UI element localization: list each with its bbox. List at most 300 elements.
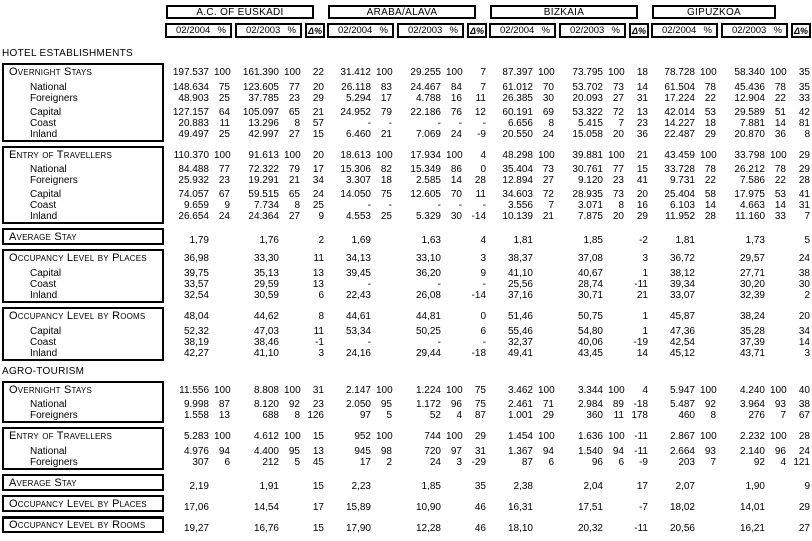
data-cell: 13: [218, 410, 230, 421]
data-cell: 20.093: [572, 93, 603, 104]
data-cell: 61.504: [664, 82, 695, 93]
data-cell: -2: [639, 235, 648, 246]
row-label: National: [30, 446, 67, 457]
data-cell: 29: [636, 211, 648, 222]
data-cell: 35: [798, 67, 810, 78]
period-label: 02/2003: [570, 25, 605, 36]
data-cell: 27: [288, 211, 300, 222]
data-cell: 34: [798, 326, 810, 337]
data-cell: 100: [770, 431, 787, 442]
data-cell: 39,34: [669, 279, 695, 290]
data-cell: 29: [798, 164, 810, 175]
data-cell: 25.932: [178, 175, 209, 186]
col-header-previous-period: [397, 23, 464, 38]
data-cell: 33,07: [669, 290, 695, 301]
data-cell: 2,19: [189, 481, 209, 492]
data-cell: 93: [774, 399, 786, 410]
data-cell: 29,59: [253, 279, 279, 290]
section: [0, 307, 812, 361]
data-cell: 31: [474, 446, 486, 457]
data-cell: -9: [477, 129, 486, 140]
section-label: Entry of Travellers: [9, 430, 113, 442]
data-cell: 96: [450, 399, 462, 410]
data-cell: 100: [538, 150, 555, 161]
period-label: 02/2003: [732, 25, 767, 36]
data-cell: 26.118: [341, 82, 371, 93]
data-cell: -1: [315, 337, 324, 348]
data-cell: 38,19: [183, 337, 209, 348]
data-cell: 42.014: [664, 107, 695, 118]
data-cell: 16,21: [739, 523, 765, 534]
data-cell: 100: [700, 385, 717, 396]
data-cell: 89: [612, 399, 624, 410]
data-cell: 13: [636, 107, 648, 118]
table-body: [0, 47, 812, 533]
data-cell: 94: [612, 446, 624, 457]
data-cell: 2,04: [583, 481, 603, 492]
data-cell: 25: [218, 129, 230, 140]
data-cell: 36,72: [669, 253, 695, 264]
col-header-current-period: [327, 23, 394, 38]
data-cell: 28: [798, 175, 810, 186]
data-cell: 11: [313, 253, 324, 264]
data-cell: 3.462: [507, 385, 533, 396]
data-cell: 1.172: [415, 399, 441, 410]
data-cell: 4: [480, 235, 486, 246]
data-cell: 33: [798, 93, 810, 104]
data-cell: 7.875: [577, 211, 603, 222]
data-cell: 26.385: [502, 93, 533, 104]
data-cell: 12.904: [734, 93, 765, 104]
data-cell: 7: [618, 118, 624, 129]
col-header-delta: Δ%: [791, 23, 811, 38]
data-cell: 5: [294, 457, 300, 468]
data-cell: 2,38: [513, 481, 533, 492]
data-cell: 100: [376, 385, 393, 396]
data-cell: 1,76: [259, 235, 279, 246]
data-cell: 20.550: [502, 129, 533, 140]
data-cell: 25: [218, 93, 230, 104]
data-cell: -11: [634, 523, 648, 534]
data-cell: 2.147: [345, 385, 371, 396]
data-cell: 82: [380, 164, 392, 175]
row-label: Capital: [30, 268, 62, 279]
data-cell: 37.785: [248, 93, 279, 104]
data-cell: 78: [774, 82, 786, 93]
data-cell: 0: [480, 164, 486, 175]
data-cell: 105.097: [242, 107, 279, 118]
data-cell: 24: [450, 129, 462, 140]
data-cell: 41: [798, 189, 810, 200]
data-cell: 24,16: [345, 348, 371, 359]
data-cell: 20: [636, 189, 648, 200]
data-cell: 58.340: [734, 67, 765, 78]
data-cell: 1,90: [745, 481, 765, 492]
data-cell: 31: [798, 200, 810, 211]
data-cell: 75: [474, 399, 486, 410]
data-cell: 18: [704, 118, 716, 129]
data-cell: 14: [450, 175, 462, 186]
data-cell: 9: [804, 481, 810, 492]
data-cell: 12: [474, 107, 486, 118]
data-cell: 72: [612, 107, 624, 118]
data-cell: 7: [780, 410, 786, 421]
data-cell: 21: [288, 175, 300, 186]
data-cell: 2.232: [739, 431, 765, 442]
data-cell: 8: [548, 118, 554, 129]
data-cell: 7: [480, 67, 486, 78]
data-cell: 9: [318, 211, 324, 222]
data-cell: 14: [774, 118, 786, 129]
data-cell: 21: [380, 129, 392, 140]
row-label: Foreigners: [30, 93, 78, 104]
data-cell: 53.702: [572, 82, 603, 93]
data-cell: -7: [639, 502, 648, 513]
data-cell: 26.212: [734, 164, 765, 175]
table-row: [0, 446, 812, 457]
data-cell: 15,89: [345, 502, 371, 513]
data-cell: 6: [480, 326, 486, 337]
data-cell: 7: [710, 457, 716, 468]
data-cell: 34,13: [345, 253, 371, 264]
data-cell: 87.397: [502, 67, 533, 78]
data-cell: 688: [262, 410, 279, 421]
data-cell: 100: [446, 431, 463, 442]
section-label: Occupancy Level by Rooms: [9, 519, 146, 531]
data-cell: 47,03: [253, 326, 279, 337]
data-cell: 17: [380, 93, 392, 104]
data-cell: 36,98: [183, 253, 209, 264]
data-cell: 20.883: [178, 118, 209, 129]
data-cell: 95: [380, 399, 392, 410]
data-cell: -11: [634, 431, 648, 442]
data-cell: 26.654: [178, 211, 209, 222]
data-cell: 44,81: [415, 311, 441, 322]
data-cell: 17.975: [734, 189, 765, 200]
data-cell: 1.540: [577, 446, 603, 457]
col-header-current-period: [651, 23, 718, 38]
data-cell: 33,30: [253, 253, 279, 264]
data-cell: 952: [354, 431, 371, 442]
data-cell: 11.160: [735, 211, 765, 222]
data-cell: 33,57: [183, 279, 209, 290]
data-cell: 11: [475, 189, 486, 200]
col-header-previous-period: [235, 23, 302, 38]
data-cell: 28: [474, 175, 486, 186]
data-cell: 36,20: [415, 268, 441, 279]
data-cell: 28: [704, 211, 716, 222]
data-cell: 744: [424, 431, 441, 442]
data-cell: 39,45: [345, 268, 371, 279]
data-cell: 12.605: [410, 189, 441, 200]
data-cell: 110.370: [173, 150, 209, 161]
data-cell: 48.298: [502, 150, 533, 161]
percent-label: %: [287, 25, 296, 36]
data-cell: 24.952: [340, 107, 371, 118]
data-cell: 121: [793, 457, 810, 468]
data-cell: 38,24: [739, 311, 765, 322]
data-cell: 15.349: [410, 164, 441, 175]
table-row: [0, 429, 812, 442]
data-cell: 70: [542, 82, 554, 93]
data-cell: 49,41: [507, 348, 533, 359]
data-cell: 60.191: [502, 107, 533, 118]
data-cell: -11: [634, 279, 648, 290]
data-cell: 3.964: [739, 399, 765, 410]
data-cell: 53,34: [345, 326, 371, 337]
data-cell: 53: [704, 107, 716, 118]
data-cell: 84.488: [178, 164, 209, 175]
data-cell: 45.436: [734, 82, 765, 93]
row-label: Capital: [30, 189, 62, 200]
data-cell: 100: [700, 150, 717, 161]
row-label: Inland: [30, 211, 58, 222]
row-label: Coast: [30, 118, 57, 129]
data-cell: 4.788: [415, 93, 441, 104]
table-row: [0, 457, 812, 468]
data-cell: 7.881: [739, 118, 765, 129]
data-cell: -11: [634, 446, 648, 457]
data-cell: 24: [218, 211, 230, 222]
data-cell: 73: [612, 82, 624, 93]
table-row: [0, 65, 812, 78]
data-cell: 25: [380, 211, 392, 222]
data-cell: 8.120: [253, 399, 279, 410]
data-cell: 21: [542, 211, 554, 222]
data-cell: 4: [480, 150, 486, 161]
data-cell: 100: [608, 431, 625, 442]
data-cell: 5.947: [669, 385, 695, 396]
data-cell: 5.294: [345, 93, 371, 104]
data-cell: 98: [380, 446, 392, 457]
data-cell: 100: [700, 431, 717, 442]
data-cell: 212: [262, 457, 279, 468]
section: [0, 146, 812, 224]
data-cell: 29: [542, 410, 554, 421]
data-cell: 100: [770, 150, 787, 161]
data-cell: 57: [312, 118, 324, 129]
data-cell: 22: [774, 93, 786, 104]
data-cell: 100: [284, 150, 301, 161]
data-cell: 53.322: [572, 107, 603, 118]
data-cell: 13: [312, 279, 324, 290]
data-cell: 9: [224, 200, 230, 211]
data-cell: -14: [471, 290, 486, 301]
data-cell: 11: [475, 93, 486, 104]
data-cell: 276: [748, 410, 765, 421]
data-cell: 24.364: [248, 211, 279, 222]
data-cell: 70: [450, 189, 462, 200]
section: [0, 381, 812, 423]
data-cell: -: [388, 200, 392, 211]
data-cell: 25.404: [664, 189, 695, 200]
percent-label: %: [217, 25, 226, 36]
data-cell: 18,10: [507, 523, 533, 534]
data-cell: 38: [798, 399, 810, 410]
data-cell: 2.664: [669, 446, 695, 457]
data-cell: 4.663: [739, 200, 765, 211]
data-cell: 4: [780, 457, 786, 468]
region-header-gipuzkoa: GIPUZKOA: [652, 5, 776, 19]
data-cell: -: [482, 337, 486, 348]
data-cell: 79: [380, 107, 392, 118]
data-cell: 37,16: [507, 290, 533, 301]
data-cell: 40,67: [577, 268, 603, 279]
data-cell: 13: [312, 268, 324, 279]
percent-label: %: [611, 25, 620, 36]
data-cell: 14: [704, 200, 716, 211]
data-cell: 30.761: [572, 164, 603, 175]
data-cell: 51,46: [507, 311, 533, 322]
data-cell: -: [367, 337, 371, 348]
data-cell: 27: [612, 93, 624, 104]
data-cell: 42: [798, 107, 810, 118]
data-cell: -: [367, 200, 371, 211]
row-label: National: [30, 399, 67, 410]
data-cell: -: [437, 279, 441, 290]
data-cell: 15: [312, 129, 324, 140]
table-row: [0, 497, 812, 513]
data-cell: 92: [704, 399, 716, 410]
data-cell: 44,62: [253, 311, 279, 322]
row-label: Coast: [30, 200, 57, 211]
data-cell: 17.224: [664, 93, 695, 104]
data-cell: 77: [288, 82, 300, 93]
data-cell: 18.613: [340, 150, 371, 161]
data-cell: 22,43: [345, 290, 371, 301]
row-label: Foreigners: [30, 457, 78, 468]
data-cell: 3.556: [507, 200, 533, 211]
data-cell: -18: [471, 348, 486, 359]
table-row: [0, 309, 812, 322]
data-cell: 17.934: [410, 150, 441, 161]
table-row: [0, 251, 812, 264]
data-cell: 100: [608, 385, 625, 396]
data-cell: 720: [424, 446, 441, 457]
data-cell: 360: [586, 410, 603, 421]
data-cell: 2.585: [415, 175, 441, 186]
data-cell: 53: [774, 189, 786, 200]
section: [0, 474, 812, 491]
data-cell: 14: [636, 348, 648, 359]
data-cell: 100: [214, 67, 231, 78]
data-cell: 1: [642, 268, 648, 279]
data-cell: 55,46: [507, 326, 533, 337]
data-cell: 11: [613, 410, 624, 421]
data-cell: 75: [380, 189, 392, 200]
data-cell: 30,20: [739, 279, 765, 290]
data-cell: 87: [521, 457, 533, 468]
data-cell: 78: [704, 164, 716, 175]
data-cell: 48,04: [183, 311, 209, 322]
period-label: 02/2004: [662, 25, 697, 36]
data-cell: 1,81: [675, 235, 695, 246]
table-header-columns-row: [0, 21, 812, 38]
data-cell: 45,87: [669, 311, 695, 322]
data-cell: 33.798: [734, 150, 765, 161]
table-row: [0, 200, 812, 211]
data-cell: 24.467: [410, 82, 441, 93]
data-cell: 2.984: [577, 399, 603, 410]
data-cell: 1,85: [421, 481, 441, 492]
period-label: 02/2004: [176, 25, 211, 36]
data-cell: 20: [798, 311, 810, 322]
data-cell: 38,46: [253, 337, 279, 348]
data-cell: 74.057: [178, 189, 209, 200]
data-cell: 22.487: [664, 129, 695, 140]
period-label: 02/2004: [338, 25, 373, 36]
data-cell: 307: [192, 457, 209, 468]
data-cell: 100: [376, 150, 393, 161]
data-cell: 1,73: [745, 235, 765, 246]
data-cell: 100: [608, 150, 625, 161]
data-cell: 3: [642, 253, 648, 264]
data-cell: 67: [798, 410, 810, 421]
data-cell: 20.870: [734, 129, 765, 140]
data-cell: 29: [474, 431, 486, 442]
data-cell: 50,75: [577, 311, 603, 322]
data-cell: 58: [704, 189, 716, 200]
data-cell: 4: [642, 385, 648, 396]
data-cell: -9: [639, 457, 648, 468]
data-cell: 37,08: [577, 253, 603, 264]
data-cell: 45: [312, 457, 324, 468]
data-cell: 23: [312, 399, 324, 410]
data-cell: 5.415: [577, 118, 603, 129]
data-cell: 2,07: [675, 481, 695, 492]
data-cell: 21: [636, 290, 648, 301]
data-cell: 19.291: [248, 175, 279, 186]
section: [0, 228, 812, 245]
data-cell: 73.795: [572, 67, 603, 78]
data-cell: 2,23: [351, 481, 371, 492]
data-cell: 23: [218, 175, 230, 186]
data-cell: 14: [798, 337, 810, 348]
table-row: [0, 399, 812, 410]
table-row: [0, 279, 812, 290]
data-cell: 31.412: [340, 67, 371, 78]
data-cell: 100: [376, 67, 393, 78]
data-cell: 10.139: [502, 211, 533, 222]
data-cell: 5.487: [669, 399, 695, 410]
data-cell: 35: [474, 481, 486, 492]
data-cell: 77: [612, 164, 624, 175]
data-cell: -: [437, 118, 441, 129]
data-cell: 40: [798, 385, 810, 396]
data-cell: 12.894: [502, 175, 533, 186]
data-cell: 73: [542, 164, 554, 175]
data-cell: 32,54: [183, 290, 209, 301]
data-cell: 8: [618, 200, 624, 211]
data-cell: 6: [224, 457, 230, 468]
data-cell: 5: [804, 235, 810, 246]
table-row: [0, 164, 812, 175]
data-cell: 24: [429, 457, 441, 468]
data-cell: 17,90: [345, 523, 371, 534]
row-label: National: [30, 164, 67, 175]
data-cell: 18: [636, 67, 648, 78]
data-cell: 21: [636, 150, 648, 161]
data-cell: 69: [542, 107, 554, 118]
data-cell: 14.050: [340, 189, 371, 200]
data-cell: 15.058: [572, 129, 603, 140]
data-cell: 16,76: [253, 523, 279, 534]
data-cell: 30,71: [577, 290, 603, 301]
data-cell: 46: [474, 502, 486, 513]
data-cell: 73: [612, 189, 624, 200]
data-cell: 52: [429, 410, 441, 421]
data-cell: 126: [307, 410, 324, 421]
